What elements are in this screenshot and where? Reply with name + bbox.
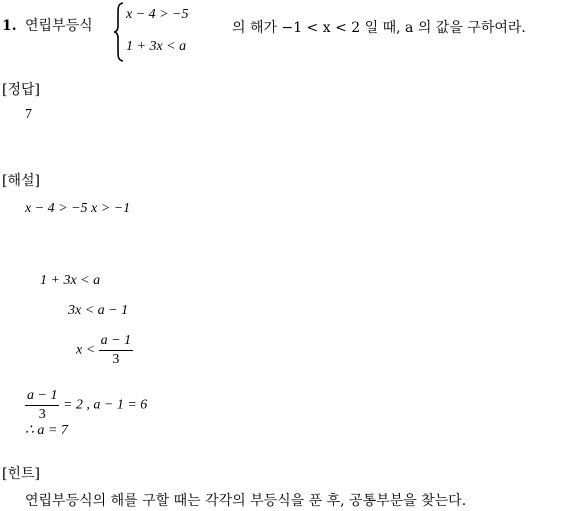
hint-heading: [힌트]	[2, 466, 40, 482]
problem-number: 1.	[2, 18, 17, 34]
result-tail: = 2 , a − 1 = 6	[62, 397, 148, 413]
result-fraction	[25, 389, 59, 422]
result-fraction-denominator: 3	[38, 407, 46, 422]
fraction-numerator: a − 1	[99, 334, 133, 351]
answer-heading: [정답]	[2, 82, 40, 98]
solution-conclusion: ∴ a = 7	[25, 423, 68, 438]
result-fraction-numerator: a − 1	[25, 389, 59, 406]
system-inequality-2: 1 + 3x < a	[126, 39, 187, 54]
solution-step-3	[76, 334, 133, 367]
system-brace	[113, 2, 125, 62]
hint-text: 연립부등식의 해를 구할 때는 각각의 부등식을 푼 후, 공통부분을 찾는다.	[25, 493, 467, 509]
fraction-denominator: 3	[112, 352, 120, 367]
answer-value: 7	[25, 107, 32, 122]
step3-fraction	[99, 334, 133, 367]
solution-step-1: 1 + 3x < a	[40, 273, 101, 288]
system-inequality-1: x − 4 > −5	[126, 7, 189, 22]
solution-result-line	[25, 389, 147, 422]
problem-condition-text: 의 해가 −1 < x < 2 일 때, a 의 값을 구하여라.	[232, 20, 526, 36]
step3-lhs: x <	[76, 342, 96, 358]
solution-line-1: x − 4 > −5 x > −1	[25, 201, 131, 216]
solution-step-2: 3x < a − 1	[68, 303, 129, 318]
problem-lead-text: 연립부등식	[25, 18, 93, 34]
solution-heading: [해설]	[2, 173, 40, 189]
